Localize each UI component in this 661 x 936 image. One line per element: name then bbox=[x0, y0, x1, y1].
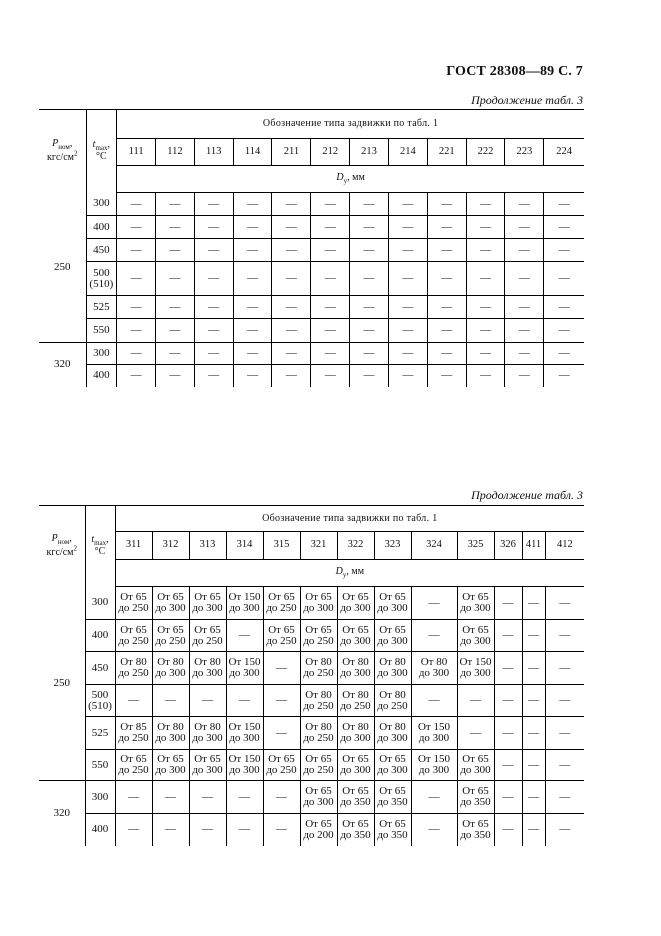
dash-cell: — bbox=[189, 685, 226, 717]
dash-cell: — bbox=[466, 365, 505, 387]
pressure-value: 250 bbox=[39, 193, 86, 343]
size-range-cell: От 80 до 300 bbox=[152, 652, 189, 685]
dash-cell: — bbox=[194, 319, 233, 343]
dash-cell: — bbox=[545, 652, 584, 685]
dash-cell: — bbox=[226, 781, 263, 814]
type-code: 222 bbox=[466, 139, 505, 166]
dash-cell: — bbox=[522, 652, 545, 685]
dash-cell: — bbox=[505, 343, 544, 365]
dy-label: $D_у$, мм bbox=[115, 560, 584, 587]
dash-cell: — bbox=[388, 216, 427, 239]
dash-cell: — bbox=[544, 193, 584, 216]
dash-cell: — bbox=[117, 319, 156, 343]
dash-cell: — bbox=[263, 685, 300, 717]
type-title: Обозначение типа задвижки по табл. 1 bbox=[117, 110, 584, 139]
type-code: 223 bbox=[505, 139, 544, 166]
size-range-cell: От 80 до 250 bbox=[115, 652, 152, 685]
dash-cell: — bbox=[466, 216, 505, 239]
dash-cell: — bbox=[494, 814, 522, 846]
size-range-cell: От 80 до 250 bbox=[337, 685, 374, 717]
size-range-cell: От 65 до 350 bbox=[374, 781, 411, 814]
dash-cell: — bbox=[194, 216, 233, 239]
size-range-cell: От 150 до 300 bbox=[226, 587, 263, 620]
size-range-cell: От 65 до 350 bbox=[337, 814, 374, 846]
dash-cell: — bbox=[544, 262, 584, 296]
dash-cell: — bbox=[544, 296, 584, 319]
pressure-value: 250 bbox=[39, 587, 85, 781]
type-code: 214 bbox=[388, 139, 427, 166]
size-range-cell: От 65 до 350 bbox=[374, 814, 411, 846]
dash-cell: — bbox=[115, 685, 152, 717]
dash-cell: — bbox=[194, 343, 233, 365]
temperature-value: 300 bbox=[85, 781, 115, 814]
size-range-cell: От 65 до 250 bbox=[300, 620, 337, 652]
type-code: 221 bbox=[427, 139, 466, 166]
dash-cell: — bbox=[117, 343, 156, 365]
size-range-cell: От 65 до 250 bbox=[115, 620, 152, 652]
dash-cell: — bbox=[545, 750, 584, 781]
type-code: 312 bbox=[152, 532, 189, 560]
dash-cell: — bbox=[411, 781, 457, 814]
dash-cell: — bbox=[545, 620, 584, 652]
temperature-value: 450 bbox=[85, 652, 115, 685]
dash-cell: — bbox=[427, 216, 466, 239]
dash-cell: — bbox=[545, 717, 584, 750]
temperature-value: 500 (510) bbox=[85, 685, 115, 717]
table-row bbox=[39, 620, 584, 652]
dash-cell: — bbox=[272, 343, 311, 365]
size-range-cell: От 80 до 300 bbox=[152, 717, 189, 750]
dash-cell: — bbox=[505, 319, 544, 343]
size-range-cell: От 65 до 250 bbox=[115, 587, 152, 620]
dash-cell: — bbox=[522, 781, 545, 814]
dash-cell: — bbox=[115, 781, 152, 814]
temperature-value: 450 bbox=[86, 239, 117, 262]
dash-cell: — bbox=[311, 193, 350, 216]
dash-cell: — bbox=[233, 296, 272, 319]
dash-cell: — bbox=[388, 193, 427, 216]
size-range-cell: От 65 до 300 bbox=[189, 750, 226, 781]
size-range-cell: От 150 до 300 bbox=[411, 750, 457, 781]
pressure-value: 320 bbox=[39, 781, 85, 846]
size-range-cell: От 80 до 250 bbox=[300, 717, 337, 750]
size-range-cell: От 65 до 250 bbox=[300, 750, 337, 781]
temperature-value: 300 bbox=[86, 343, 117, 365]
dash-cell: — bbox=[263, 781, 300, 814]
dash-cell: — bbox=[427, 343, 466, 365]
dash-cell: — bbox=[311, 239, 350, 262]
dash-cell: — bbox=[350, 193, 389, 216]
size-range-cell: От 65 до 300 bbox=[300, 587, 337, 620]
table-row bbox=[39, 343, 584, 365]
dash-cell: — bbox=[388, 262, 427, 296]
size-range-cell: От 80 до 300 bbox=[374, 652, 411, 685]
dash-cell: — bbox=[388, 343, 427, 365]
dash-cell: — bbox=[427, 365, 466, 387]
dash-cell: — bbox=[522, 685, 545, 717]
temperature-value: 300 bbox=[85, 587, 115, 620]
size-range-cell: От 65 до 350 bbox=[457, 814, 494, 846]
dash-cell: — bbox=[156, 216, 195, 239]
temperature-value: 550 bbox=[85, 750, 115, 781]
type-code: 211 bbox=[272, 139, 311, 166]
dash-cell: — bbox=[522, 717, 545, 750]
dash-cell: — bbox=[411, 587, 457, 620]
dash-cell: — bbox=[494, 750, 522, 781]
size-range-cell: От 65 до 200 bbox=[300, 814, 337, 846]
dash-cell: — bbox=[156, 239, 195, 262]
dash-cell: — bbox=[115, 814, 152, 846]
temperature-header: $t_{max}$, °С bbox=[85, 506, 115, 587]
dash-cell: — bbox=[388, 239, 427, 262]
dash-cell: — bbox=[272, 319, 311, 343]
dash-cell: — bbox=[544, 319, 584, 343]
dash-cell: — bbox=[117, 262, 156, 296]
dash-cell: — bbox=[350, 296, 389, 319]
dash-cell: — bbox=[350, 365, 389, 387]
pressure-header: $P_{ном}$, кгс/$см^2$ bbox=[39, 506, 85, 587]
temperature-value: 400 bbox=[85, 620, 115, 652]
table2 bbox=[39, 505, 584, 846]
dash-cell: — bbox=[117, 216, 156, 239]
dash-cell: — bbox=[522, 750, 545, 781]
dash-cell: — bbox=[156, 262, 195, 296]
dash-cell: — bbox=[466, 239, 505, 262]
dash-cell: — bbox=[466, 343, 505, 365]
dash-cell: — bbox=[522, 620, 545, 652]
dash-cell: — bbox=[263, 717, 300, 750]
dash-cell: — bbox=[411, 685, 457, 717]
type-code: 112 bbox=[156, 139, 195, 166]
dash-cell: — bbox=[117, 296, 156, 319]
dash-cell: — bbox=[233, 216, 272, 239]
type-code: 314 bbox=[226, 532, 263, 560]
pressure-header: $P_{ном}$, кгс/$см^2$ bbox=[39, 110, 86, 193]
type-code: 325 bbox=[457, 532, 494, 560]
size-range-cell: От 65 до 300 bbox=[457, 587, 494, 620]
dash-cell: — bbox=[156, 296, 195, 319]
temperature-value: 550 bbox=[86, 319, 117, 343]
dash-cell: — bbox=[156, 319, 195, 343]
type-code: 315 bbox=[263, 532, 300, 560]
size-range-cell: От 150 до 300 bbox=[226, 652, 263, 685]
table-row bbox=[39, 365, 584, 387]
dash-cell: — bbox=[233, 239, 272, 262]
dash-cell: — bbox=[263, 814, 300, 846]
table-row bbox=[39, 239, 584, 262]
type-code: 321 bbox=[300, 532, 337, 560]
dash-cell: — bbox=[194, 365, 233, 387]
dash-cell: — bbox=[544, 239, 584, 262]
dash-cell: — bbox=[505, 262, 544, 296]
dash-cell: — bbox=[272, 262, 311, 296]
dash-cell: — bbox=[311, 365, 350, 387]
temperature-value: 400 bbox=[86, 216, 117, 239]
table-row bbox=[39, 750, 584, 781]
temperature-value: 400 bbox=[86, 365, 117, 387]
dash-cell: — bbox=[272, 296, 311, 319]
size-range-cell: От 80 до 300 bbox=[189, 717, 226, 750]
dash-cell: — bbox=[494, 587, 522, 620]
dash-cell: — bbox=[194, 239, 233, 262]
dash-cell: — bbox=[466, 262, 505, 296]
size-range-cell: От 150 до 300 bbox=[457, 652, 494, 685]
pressure-value: 320 bbox=[39, 343, 86, 387]
dash-cell: — bbox=[272, 239, 311, 262]
type-code: 326 bbox=[494, 532, 522, 560]
size-range-cell: От 80 до 300 bbox=[337, 652, 374, 685]
dash-cell: — bbox=[117, 365, 156, 387]
temperature-value: 525 bbox=[85, 717, 115, 750]
dash-cell: — bbox=[505, 193, 544, 216]
dash-cell: — bbox=[427, 319, 466, 343]
dash-cell: — bbox=[350, 319, 389, 343]
dash-cell: — bbox=[427, 296, 466, 319]
size-range-cell: От 65 до 250 bbox=[152, 620, 189, 652]
size-range-cell: От 65 до 250 bbox=[263, 620, 300, 652]
size-range-cell: От 65 до 300 bbox=[337, 587, 374, 620]
dash-cell: — bbox=[189, 781, 226, 814]
type-code: 213 bbox=[350, 139, 389, 166]
dash-cell: — bbox=[194, 296, 233, 319]
dash-cell: — bbox=[544, 343, 584, 365]
dash-cell: — bbox=[272, 365, 311, 387]
size-range-cell: От 85 до 250 bbox=[115, 717, 152, 750]
type-code: 323 bbox=[374, 532, 411, 560]
table2-continuation: Продолжение табл. 3 bbox=[471, 488, 583, 502]
dash-cell: — bbox=[494, 652, 522, 685]
table-row bbox=[39, 814, 584, 846]
table-row bbox=[39, 652, 584, 685]
dash-cell: — bbox=[226, 814, 263, 846]
size-range-cell: От 65 до 300 bbox=[337, 620, 374, 652]
temperature-value: 400 bbox=[85, 814, 115, 846]
dash-cell: — bbox=[350, 262, 389, 296]
temperature-header: $t_{max}$, °С bbox=[86, 110, 117, 193]
dash-cell: — bbox=[311, 216, 350, 239]
dash-cell: — bbox=[350, 239, 389, 262]
size-range-cell: От 80 до 250 bbox=[300, 685, 337, 717]
size-range-cell: От 65 до 250 bbox=[189, 620, 226, 652]
table-row bbox=[39, 296, 584, 319]
type-code: 114 bbox=[233, 139, 272, 166]
size-range-cell: От 80 до 300 bbox=[411, 652, 457, 685]
dash-cell: — bbox=[194, 193, 233, 216]
dy-label: $D_у$, мм bbox=[117, 166, 584, 193]
dash-cell: — bbox=[233, 319, 272, 343]
dash-cell: — bbox=[194, 262, 233, 296]
table-row bbox=[39, 319, 584, 343]
dash-cell: — bbox=[152, 814, 189, 846]
type-code: 411 bbox=[522, 532, 545, 560]
dash-cell: — bbox=[494, 717, 522, 750]
dash-cell: — bbox=[494, 685, 522, 717]
dash-cell: — bbox=[156, 365, 195, 387]
dash-cell: — bbox=[263, 652, 300, 685]
size-range-cell: От 65 до 300 bbox=[152, 587, 189, 620]
dash-cell: — bbox=[522, 587, 545, 620]
dash-cell: — bbox=[427, 262, 466, 296]
type-title: Обозначение типа задвижки по табл. 1 bbox=[115, 506, 584, 532]
size-range-cell: От 65 до 300 bbox=[374, 620, 411, 652]
size-range-cell: От 65 до 300 bbox=[189, 587, 226, 620]
dash-cell: — bbox=[156, 343, 195, 365]
table-row bbox=[39, 685, 584, 717]
size-range-cell: От 150 до 300 bbox=[411, 717, 457, 750]
dash-cell: — bbox=[466, 193, 505, 216]
dash-cell: — bbox=[545, 685, 584, 717]
dash-cell: — bbox=[152, 685, 189, 717]
type-code: 313 bbox=[189, 532, 226, 560]
dash-cell: — bbox=[466, 296, 505, 319]
dash-cell: — bbox=[494, 620, 522, 652]
dash-cell: — bbox=[272, 216, 311, 239]
type-code: 311 bbox=[115, 532, 152, 560]
size-range-cell: От 65 до 300 bbox=[337, 750, 374, 781]
dash-cell: — bbox=[311, 319, 350, 343]
size-range-cell: От 65 до 300 bbox=[374, 587, 411, 620]
temperature-value: 500 (510) bbox=[86, 262, 117, 296]
dash-cell: — bbox=[189, 814, 226, 846]
size-range-cell: От 65 до 300 bbox=[374, 750, 411, 781]
size-range-cell: От 65 до 300 bbox=[300, 781, 337, 814]
dash-cell: — bbox=[544, 216, 584, 239]
type-code: 111 bbox=[117, 139, 156, 166]
dash-cell: — bbox=[411, 620, 457, 652]
size-range-cell: От 80 до 300 bbox=[374, 717, 411, 750]
dash-cell: — bbox=[117, 239, 156, 262]
dash-cell: — bbox=[350, 216, 389, 239]
temperature-value: 300 bbox=[86, 193, 117, 216]
dash-cell: — bbox=[350, 343, 389, 365]
dash-cell: — bbox=[226, 685, 263, 717]
page-header: ГОСТ 28308—89 С. 7 bbox=[446, 64, 583, 79]
size-range-cell: От 150 до 300 bbox=[226, 750, 263, 781]
dash-cell: — bbox=[388, 365, 427, 387]
dash-cell: — bbox=[505, 365, 544, 387]
table-row bbox=[39, 587, 584, 620]
dash-cell: — bbox=[544, 365, 584, 387]
dash-cell: — bbox=[117, 193, 156, 216]
type-code: 324 bbox=[411, 532, 457, 560]
dash-cell: — bbox=[152, 781, 189, 814]
dash-cell: — bbox=[311, 262, 350, 296]
dash-cell: — bbox=[233, 193, 272, 216]
size-range-cell: От 65 до 300 bbox=[457, 750, 494, 781]
dash-cell: — bbox=[233, 365, 272, 387]
type-code: 212 bbox=[311, 139, 350, 166]
dash-cell: — bbox=[427, 239, 466, 262]
dash-cell: — bbox=[522, 814, 545, 846]
dash-cell: — bbox=[494, 781, 522, 814]
dash-cell: — bbox=[233, 262, 272, 296]
dash-cell: — bbox=[272, 193, 311, 216]
dash-cell: — bbox=[411, 814, 457, 846]
size-range-cell: От 80 до 250 bbox=[374, 685, 411, 717]
type-code: 224 bbox=[544, 139, 584, 166]
type-code: 113 bbox=[194, 139, 233, 166]
dash-cell: — bbox=[545, 781, 584, 814]
dash-cell: — bbox=[311, 343, 350, 365]
dash-cell: — bbox=[311, 296, 350, 319]
dash-cell: — bbox=[233, 343, 272, 365]
size-range-cell: От 65 до 250 bbox=[115, 750, 152, 781]
table1-continuation: Продолжение табл. 3 bbox=[471, 93, 583, 107]
size-range-cell: От 65 до 350 bbox=[337, 781, 374, 814]
size-range-cell: От 65 до 250 bbox=[263, 587, 300, 620]
dash-cell: — bbox=[545, 814, 584, 846]
size-range-cell: От 65 до 300 bbox=[152, 750, 189, 781]
dash-cell: — bbox=[545, 587, 584, 620]
dash-cell: — bbox=[156, 193, 195, 216]
dash-cell: — bbox=[427, 193, 466, 216]
size-range-cell: От 65 до 300 bbox=[457, 620, 494, 652]
size-range-cell: От 150 до 300 bbox=[226, 717, 263, 750]
dash-cell: — bbox=[226, 620, 263, 652]
dash-cell: — bbox=[457, 717, 494, 750]
dash-cell: — bbox=[505, 239, 544, 262]
table-row bbox=[39, 781, 584, 814]
table1 bbox=[39, 109, 584, 387]
type-code: 412 bbox=[545, 532, 584, 560]
table-row bbox=[39, 193, 584, 216]
size-range-cell: От 65 до 350 bbox=[457, 781, 494, 814]
dash-cell: — bbox=[388, 296, 427, 319]
dash-cell: — bbox=[466, 319, 505, 343]
size-range-cell: От 80 до 300 bbox=[337, 717, 374, 750]
dash-cell: — bbox=[505, 216, 544, 239]
size-range-cell: От 65 до 250 bbox=[263, 750, 300, 781]
temperature-value: 525 bbox=[86, 296, 117, 319]
table-row bbox=[39, 262, 584, 296]
table-row bbox=[39, 717, 584, 750]
dash-cell: — bbox=[505, 296, 544, 319]
size-range-cell: От 80 до 250 bbox=[300, 652, 337, 685]
table-row bbox=[39, 216, 584, 239]
type-code: 322 bbox=[337, 532, 374, 560]
dash-cell: — bbox=[457, 685, 494, 717]
dash-cell: — bbox=[388, 319, 427, 343]
size-range-cell: От 80 до 300 bbox=[189, 652, 226, 685]
